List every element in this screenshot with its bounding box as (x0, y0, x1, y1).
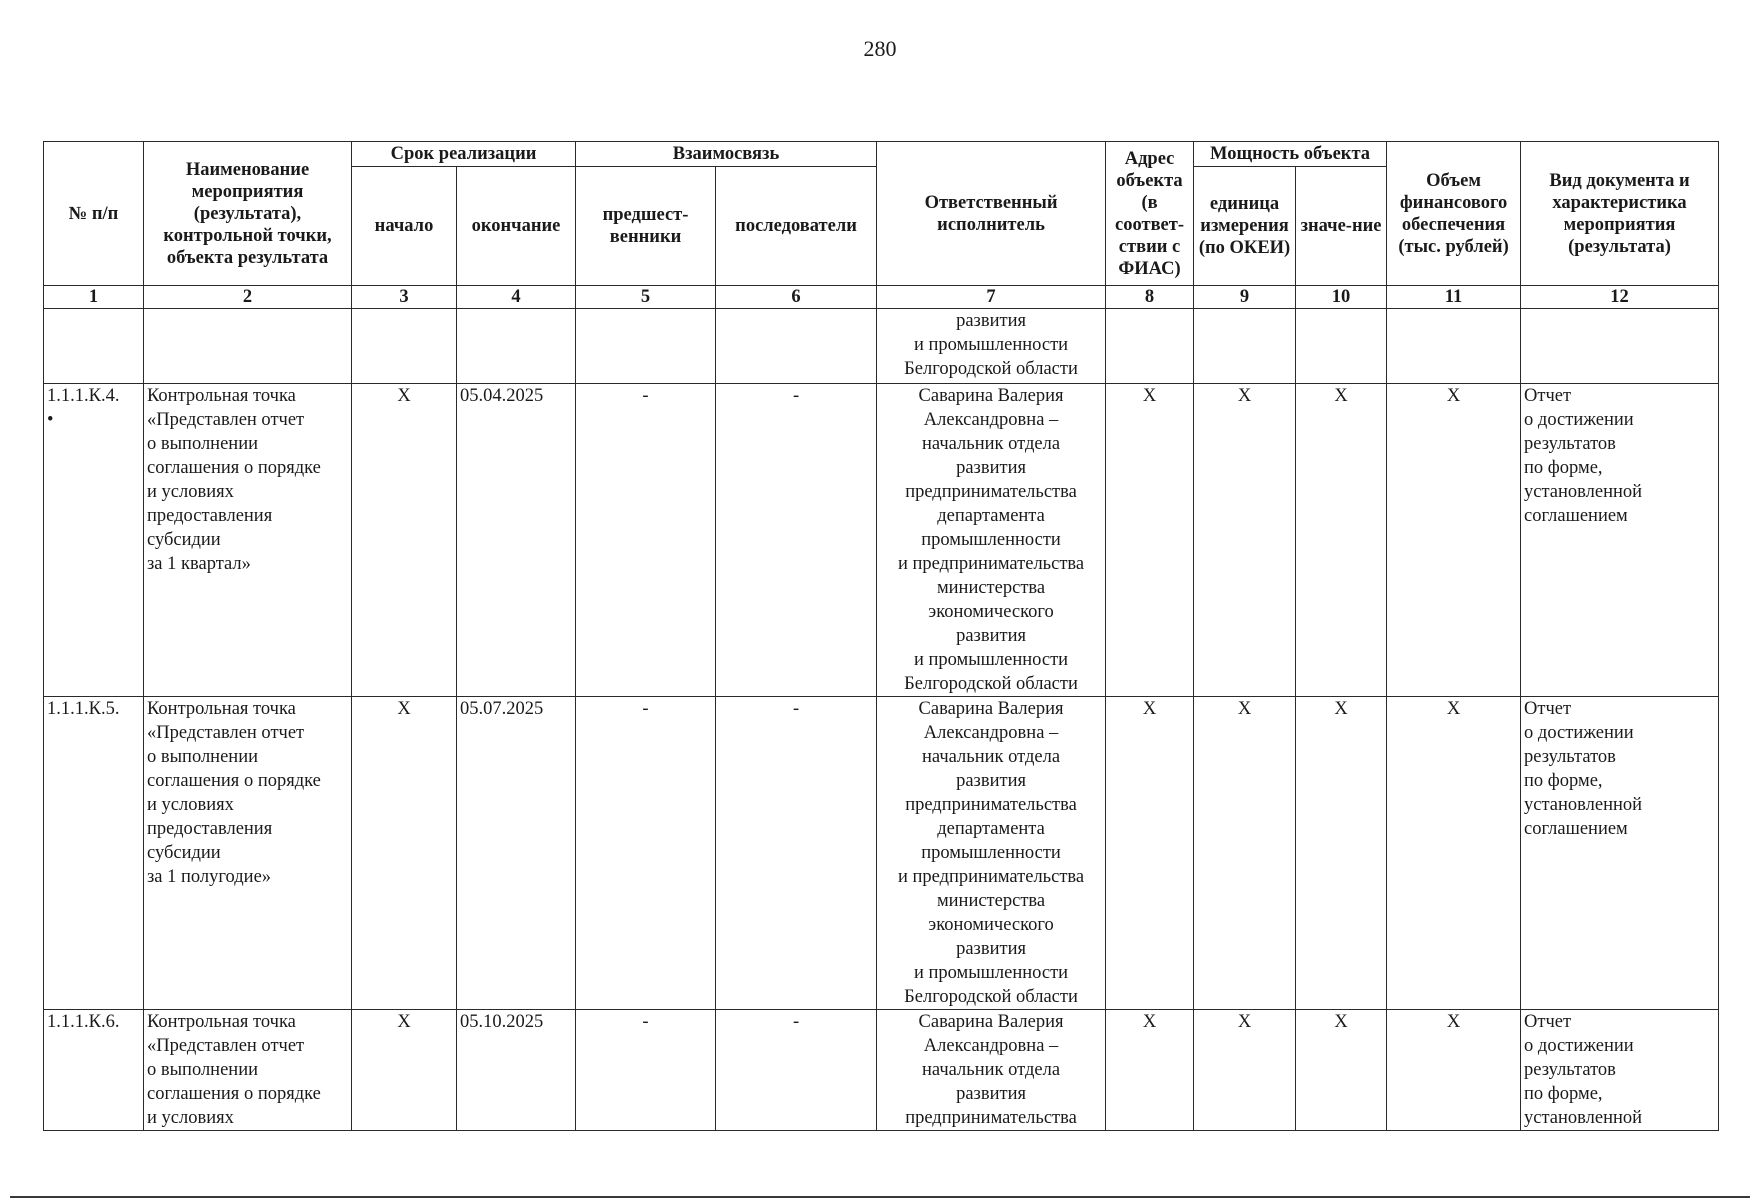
cell-pred: - (576, 384, 716, 697)
page-number: 280 (863, 36, 897, 61)
cell-finance: X (1387, 697, 1521, 1010)
cell-responsible: Саварина Валерия Александровна – начальник отдела развития предпринимательства департамента промышленности и предпринимательства министерства экономического развития и промышленности Белгородской области (877, 384, 1106, 697)
header-doc-type: Вид документа и характеристика мероприятия (результата) (1521, 142, 1719, 286)
cell-unit: X (1194, 384, 1296, 697)
column-number: 10 (1296, 286, 1387, 309)
header-responsible: Ответственный исполнитель (877, 142, 1106, 286)
page-bottom-rule (10, 1196, 1750, 1198)
column-number: 6 (716, 286, 877, 309)
header-capacity-unit: единица измерения (по ОКЕИ) (1194, 167, 1296, 286)
column-number: 5 (576, 286, 716, 309)
column-number-row (44, 286, 1719, 309)
continuation-row (44, 309, 1719, 384)
cell-end: 05.10.2025 (457, 1010, 576, 1131)
cell-empty (44, 309, 144, 384)
cell-empty (144, 309, 352, 384)
cell-finance: X (1387, 384, 1521, 697)
cell-doc: Отчет о достижении результатов по форме, установленной (1521, 1010, 1719, 1131)
header-capacity-value: значе-ние (1296, 167, 1387, 286)
cell-end: 05.07.2025 (457, 697, 576, 1010)
column-number: 8 (1106, 286, 1194, 309)
column-number: 3 (352, 286, 457, 309)
cell-start: X (352, 697, 457, 1010)
event-plan-table (43, 141, 1719, 1131)
column-number: 12 (1521, 286, 1719, 309)
header-finance: Объем финансового обеспечения (тыс. рублей) (1387, 142, 1521, 286)
header-term-group: Срок реализации (352, 142, 576, 167)
cell-value: X (1296, 697, 1387, 1010)
cell-address: X (1106, 697, 1194, 1010)
cell-empty (1521, 309, 1719, 384)
cell-empty (576, 309, 716, 384)
cell-empty (716, 309, 877, 384)
column-number: 7 (877, 286, 1106, 309)
cell-num: 1.1.1.К.6. (44, 1010, 144, 1131)
header-term-end: окончание (457, 167, 576, 286)
cell-unit: X (1194, 1010, 1296, 1131)
table-row (44, 1010, 1719, 1131)
cell-succ: - (716, 384, 877, 697)
cell-end: 05.04.2025 (457, 384, 576, 697)
header-link-group: Взаимосвязь (576, 142, 877, 167)
cell-succ: - (716, 697, 877, 1010)
cell-start: X (352, 1010, 457, 1131)
header-name: Наименование мероприятия (результата), контрольной точки, объекта результата (144, 142, 352, 286)
cell-empty (1194, 309, 1296, 384)
cell-value: X (1296, 1010, 1387, 1131)
cell-empty (1387, 309, 1521, 384)
cell-name: Контрольная точка «Представлен отчет о выполнении соглашения о порядке и условиях предоставления субсидии за 1 полугодие» (144, 697, 352, 1010)
cell-start: X (352, 384, 457, 697)
cell-responsible: развития и промышленности Белгородской области (877, 309, 1106, 384)
table-row (44, 384, 1719, 697)
column-number: 9 (1194, 286, 1296, 309)
header-link-succ: последователи (716, 167, 877, 286)
cell-unit: X (1194, 697, 1296, 1010)
cell-empty (1296, 309, 1387, 384)
column-number: 2 (144, 286, 352, 309)
cell-pred: - (576, 1010, 716, 1131)
column-number: 4 (457, 286, 576, 309)
cell-name: Контрольная точка «Представлен отчет о выполнении соглашения о порядке и условиях предоставления субсидии за 1 квартал» (144, 384, 352, 697)
cell-empty (352, 309, 457, 384)
cell-empty (1106, 309, 1194, 384)
cell-succ: - (716, 1010, 877, 1131)
header-term-start: начало (352, 167, 457, 286)
header-address: Адрес объекта (в соответ-ствии с ФИАС) (1106, 142, 1194, 286)
cell-finance: X (1387, 1010, 1521, 1131)
table-row (44, 697, 1719, 1010)
cell-address: X (1106, 1010, 1194, 1131)
cell-name: Контрольная точка «Представлен отчет о выполнении соглашения о порядке и условиях (144, 1010, 352, 1131)
cell-num: 1.1.1.К.4. • (44, 384, 144, 697)
cell-responsible: Саварина Валерия Александровна – начальник отдела развития предпринимательства департамента промышленности и предпринимательства министерства экономического развития и промышленности Белгородской области (877, 697, 1106, 1010)
cell-pred: - (576, 697, 716, 1010)
column-number: 11 (1387, 286, 1521, 309)
cell-empty (457, 309, 576, 384)
cell-doc: Отчет о достижении результатов по форме, установленной соглашением (1521, 384, 1719, 697)
header-capacity-group: Мощность объекта (1194, 142, 1387, 167)
column-number: 1 (44, 286, 144, 309)
header-num: № п/п (44, 142, 144, 286)
cell-doc: Отчет о достижении результатов по форме, установленной соглашением (1521, 697, 1719, 1010)
cell-address: X (1106, 384, 1194, 697)
cell-value: X (1296, 384, 1387, 697)
header-row-1 (44, 142, 1719, 167)
header-link-pred: предшест-венники (576, 167, 716, 286)
cell-responsible: Саварина Валерия Александровна – начальник отдела развития предпринимательства (877, 1010, 1106, 1131)
cell-num: 1.1.1.К.5. (44, 697, 144, 1010)
